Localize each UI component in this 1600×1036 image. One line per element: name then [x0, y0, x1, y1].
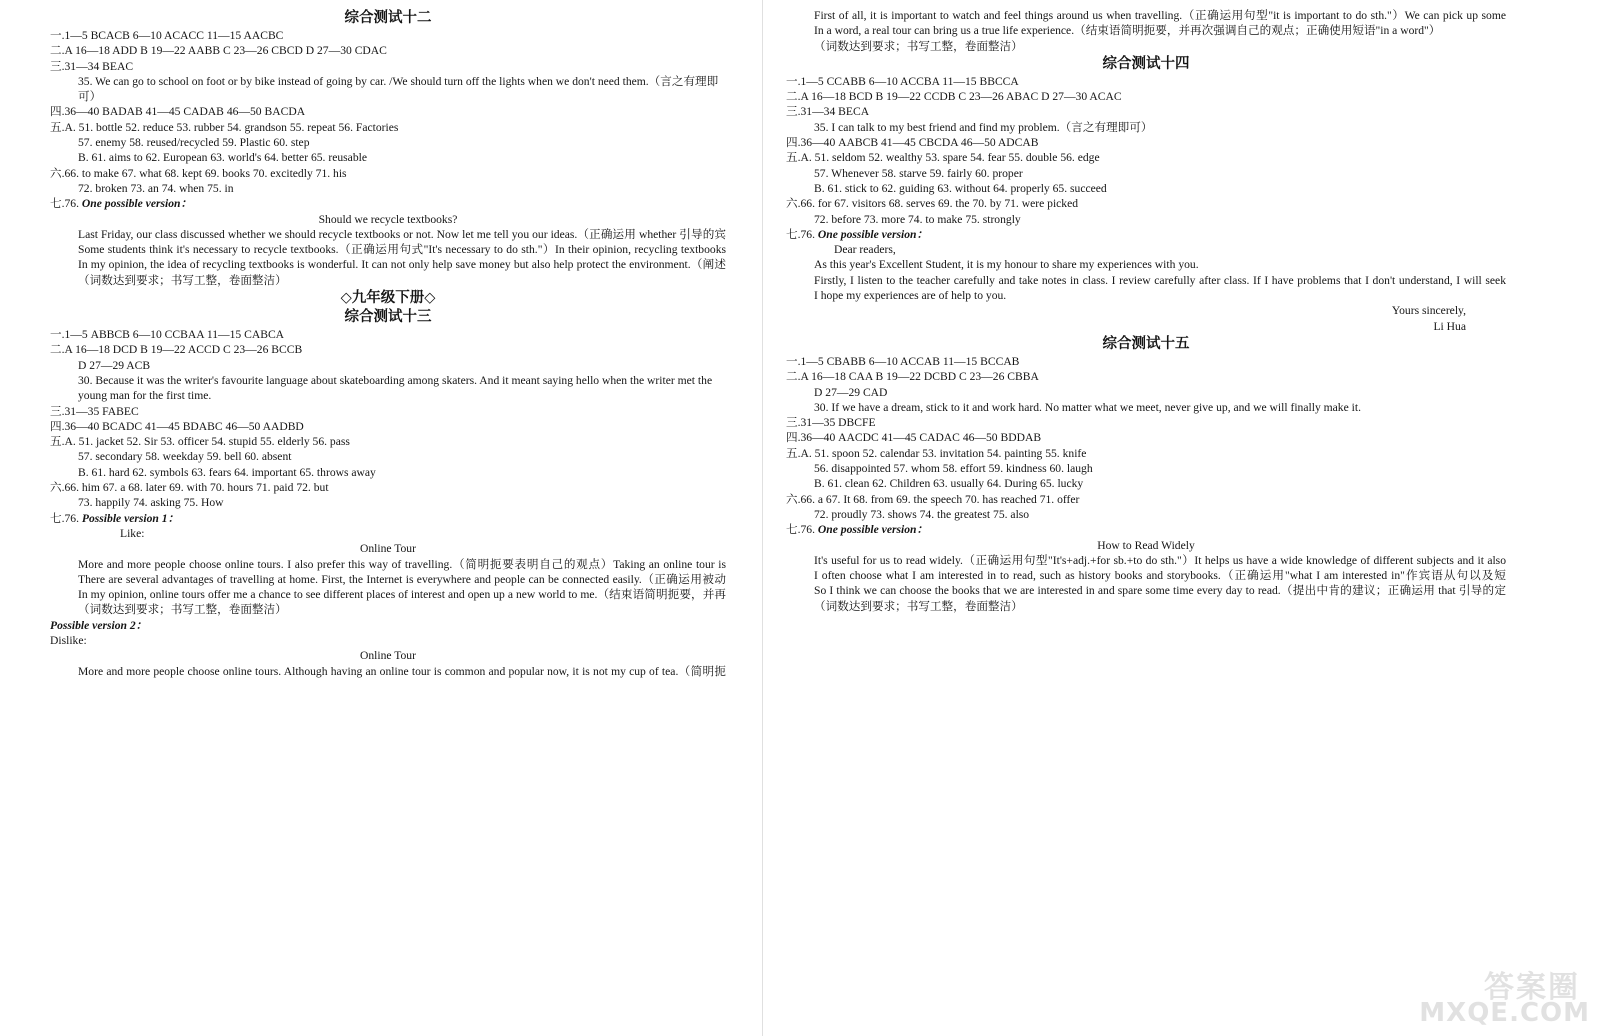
answer-line: 56. disappointed 57. whom 58. effort 59. kindness 60. laugh [814, 462, 1093, 476]
answer-line: 四.36—40 BADAB 41—45 CADAB 46—50 BACDA [50, 105, 306, 119]
essay-paragraph: I hope my experiences are of help to you. [814, 289, 1007, 303]
scoring-note: （词数达到要求；书写工整，卷面整洁） [78, 603, 287, 617]
scoring-note: （词数达到要求；书写工整，卷面整洁） [814, 599, 1023, 613]
test-13-title: 综合测试十三 [344, 309, 432, 326]
essay-paragraph: There are several advantages of travelling at home. First, the Internet is everywhere and people can be connected easily.（正确运用被动 [78, 572, 726, 586]
answer-line: 72. before 73. more 74. to make 75. strongly [814, 212, 1021, 226]
answer-line: 30. If we have a dream, stick to it and work hard. No matter what we meet, never give up, and we will finally make it. [814, 400, 1361, 414]
answer-line: 四.36—40 AACDC 41—45 CADAC 46—50 BDDAB [786, 431, 1042, 445]
answer-line: 六.66. for 67. visitors 68. serves 69. the 70. by 71. were picked [786, 197, 1079, 211]
right-page [786, 8, 1506, 614]
essay-title: How to Read Widely [1097, 538, 1195, 552]
answer-line: 72. broken 73. an 74. when 75. in [78, 181, 234, 195]
test-14-title: 综合测试十四 [1102, 55, 1190, 72]
answer-line: B. 61. aims to 62. European 63. world's 64. better 65. reusable [78, 151, 367, 165]
essay-paragraph: Last Friday, our class discussed whether we should recycle textbooks or not. Now let me tell you our ideas.（正确运用 whether 引导的宾 [78, 227, 726, 241]
watermark-url: MXQE.COM [1419, 998, 1590, 1028]
answer-line: 一.1—5 BCACB 6—10 ACACC 11—15 AACBC [50, 29, 284, 42]
answer-line: 57. Whenever 58. starve 59. fairly 60. proper [814, 166, 1023, 180]
essay-paragraph: As this year's Excellent Student, it is my honour to share my experiences with you. [814, 258, 1199, 272]
letter-signature: Li Hua [1433, 319, 1466, 333]
scoring-note: （词数达到要求；书写工整，卷面整洁） [814, 39, 1023, 53]
answer-line: 四.36—40 AABCB 41—45 CBCDA 46—50 ADCAB [786, 136, 1039, 150]
essay-paragraph: Some students think it's necessary to recycle textbooks.（正确运用句式"It's necessary to do sth."）In their opinion, recycling textbooks [78, 243, 726, 257]
page-divider [762, 0, 763, 1036]
answer-line: 二.A 16—18 CAA B 19—22 DCBD C 23—26 CBBA [786, 370, 1039, 384]
writing-header: 七.76. One possible version： [786, 227, 929, 241]
essay-title: Online Tour [360, 542, 416, 556]
answer-line: 二.A 16—18 BCD B 19—22 CCDB C 23—26 ABAC D 27—30 ACAC [786, 90, 1122, 104]
site-watermark [1394, 962, 1594, 1034]
answer-line: 四.36—40 BCADC 41—45 BDABC 46—50 AADBD [50, 419, 304, 433]
answer-line: 57. enemy 58. reused/recycled 59. Plastic 60. step [78, 136, 310, 150]
essay-paragraph: More and more people choose online tours. Although having an online tour is common and popular now, it is not my cup of tea.（简明扼 [78, 664, 726, 678]
answer-line: D 27—29 ACB [78, 358, 151, 372]
writing-header: 七.76. One possible version： [786, 523, 929, 537]
version-2-label: Possible version 2： [50, 618, 148, 632]
answer-line: 72. proudly 73. shows 74. the greatest 75. also [814, 507, 1030, 521]
answer-line: 二.A 16—18 ADD B 19—22 AABB C 23—26 CBCD D 27—30 CDAC [50, 44, 387, 58]
watermark-logo-text: 答案圈 [1484, 970, 1580, 1005]
left-page [50, 8, 726, 679]
writing-header: 七.76. One possible version： [50, 197, 193, 211]
answer-line: 六.66. a 67. It 68. from 69. the speech 70. has reached 71. offer [786, 492, 1080, 506]
essay-title: Online Tour [360, 649, 416, 663]
essay-paragraph: So I think we can choose the books that we are interested in and spare some time every day to read.（提出中肯的建议；正确运用 that 引导的定 [814, 584, 1506, 598]
answer-line: 五.A. 51. seldom 52. wealthy 53. spare 54. fear 55. double 56. edge [786, 151, 1100, 165]
essay-paragraph: Firstly, I listen to the teacher carefully and take notes in class. I review carefully after class. If I have problems that I don't understand, I will seek [814, 273, 1506, 287]
answer-line: D 27—29 CAD [814, 385, 888, 399]
essay-paragraph: It's useful for us to read widely.（正确运用句型"It's+adj.+for sb.+to do sth."）It helps us have a wide knowledge of different subjects and it also [814, 553, 1506, 567]
answer-line: 二.A 16—18 DCD B 19—22 ACCD C 23—26 BCCB [50, 343, 303, 357]
essay-paragraph: First of all, it is important to watch and feel things around us when travelling.（正确运用句型"it is important to do sth."）We can pick up some [814, 9, 1506, 22]
answer-line: 三.31—34 BECA [786, 105, 870, 119]
answer-line: 五.A. 51. bottle 52. reduce 53. rubber 54. grandson 55. repeat 56. Factories [50, 120, 399, 134]
essay-paragraph: In a word, a real tour can bring us a true life experience.（结束语简明扼要，并再次强调自己的观点；正确使用短语"in a word"） [814, 24, 1441, 38]
answer-line: 73. happily 74. asking 75. How [78, 496, 224, 510]
letter-closing: Yours sincerely, [1391, 304, 1466, 318]
essay-paragraph: In my opinion, online tours offer me a chance to see different places of interest and open up a new world to me.（结束语简明扼要，并再 [78, 588, 726, 602]
volume-title: ◇九年级下册◇ [340, 290, 436, 307]
version-label: Dislike: [50, 633, 87, 647]
answer-line: B. 61. stick to 62. guiding 63. without 64. properly 65. succeed [814, 181, 1107, 195]
answer-line: B. 61. hard 62. symbols 63. fears 64. important 65. throws away [78, 465, 376, 479]
answer-line: 一.1—5 CCABB 6—10 ACCBA 11—15 BBCCA [786, 74, 1019, 88]
answer-line: 三.31—35 DBCFE [786, 416, 876, 430]
answer-line: 一.1—5 ABBCB 6—10 CCBAA 11—15 CABCA [50, 328, 285, 342]
answer-line: 57. secondary 58. weekday 59. bell 60. absent [78, 450, 292, 464]
writing-header: 七.76. Possible version 1： [50, 511, 180, 525]
test-15-title: 综合测试十五 [1102, 335, 1190, 352]
answer-line: 五.A. 51. jacket 52. Sir 53. officer 54. stupid 55. elderly 56. pass [50, 435, 350, 449]
answer-line: 六.66. him 67. a 68. later 69. with 70. hours 71. paid 72. but [50, 481, 329, 495]
essay-paragraph: In my opinion, the idea of recycling textbooks is wonderful. It can not only help save money but also help protect the environment.（阐述 [78, 258, 726, 272]
scoring-note: （词数达到要求；书写工整，卷面整洁） [78, 273, 287, 287]
answer-line: 35. We can go to school on foot or by bike instead of going by car. /We should turn off the lights when we don't need them.（言之有理即可） [78, 74, 719, 104]
answer-line: B. 61. clean 62. Children 63. usually 64. During 65. lucky [814, 477, 1084, 491]
test-12-title: 综合测试十二 [344, 10, 432, 26]
essay-paragraph: More and more people choose online tours. I also prefer this way of travelling.（简明扼要表明自己的观点）Taking an online tour is [78, 557, 726, 571]
answer-line: 一.1—5 CBABB 6—10 ACCAB 11—15 BCCAB [786, 354, 1020, 368]
answer-line: 六.66. to make 67. what 68. kept 69. books 70. excitedly 71. his [50, 166, 347, 180]
answer-line: 35. I can talk to my best friend and find my problem.（言之有理即可） [814, 120, 1153, 134]
letter-greeting: Dear readers, [834, 243, 896, 257]
essay-title: Should we recycle textbooks? [318, 212, 458, 226]
answer-line: 三.31—35 FABEC [50, 404, 139, 418]
essay-paragraph: I often choose what I am interested in to read, such as history books and storybooks.（正确运用"what I am interested in"作宾语从句以及短 [814, 569, 1506, 583]
answer-line: 三.31—34 BEAC [50, 59, 134, 73]
version-label: Like: [120, 526, 145, 540]
answer-line: 五.A. 51. spoon 52. calendar 53. invitation 54. painting 55. knife [786, 446, 1087, 460]
answer-line: 30. Because it was the writer's favourite language about skateboarding among skaters. And it meant saying hello when the writer met the young man for the first time. [78, 373, 713, 403]
